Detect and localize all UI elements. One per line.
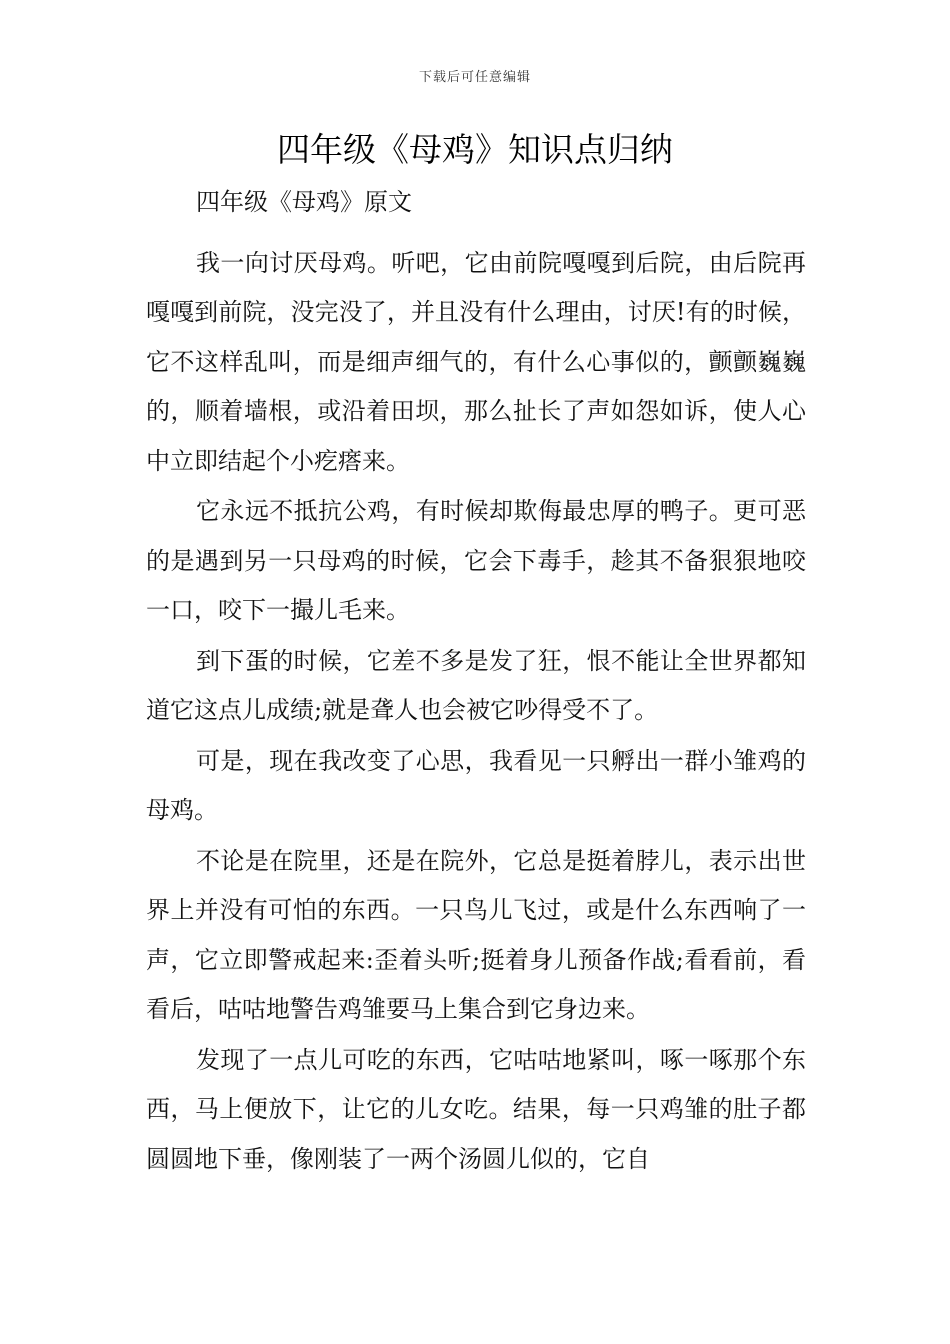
paragraph-6: 发现了一点儿可吃的东西，它咕咕地紧叫，啄一啄那个东西，马上便放下，让它的儿女吃。结果，每一只鸡雏的肚子都圆圆地下垂，像刚装了一两个汤圆儿似的，它自: [146, 1045, 806, 1173]
paragraph-1: 我一向讨厌母鸡。听吧，它由前院嘎嘎到后院，由后院再嘎嘎到前院，没完没了，并且没有什么理由，讨厌!有的时候，它不这样乱叫，而是细声细气的，有什么心事似的，颤颤巍巍的，顺着墙根，或沿着田坝，那么扯长了声如怨如诉，使人心中立即结起个小疙瘩来。: [146, 248, 806, 475]
section-subtitle: 四年级《母鸡》原文: [196, 188, 412, 216]
paragraph-5: 不论是在院里，还是在院外，它总是挺着脖儿，表示出世界上并没有可怕的东西。一只鸟儿飞过，或是什么东西响了一声，它立即警戒起来:歪着头听;挺着身儿预备作战;看看前，看看后，咕咕地警告鸡雏要马上集合到它身边来。: [146, 846, 806, 1023]
document-title: 四年级《母鸡》知识点归纳: [277, 130, 673, 169]
paragraph-3: 到下蛋的时候，它差不多是发了狂，恨不能让全世界都知道它这点儿成绩;就是聋人也会被它吵得受不了。: [146, 646, 806, 724]
header-note: 下载后可任意编辑: [418, 70, 531, 85]
document-body: [146, 178, 806, 1184]
paragraph-4: 可是，现在我改变了心思，我看见一只孵出一群小雏鸡的母鸡。: [146, 746, 806, 824]
paragraph-2: 它永远不抵抗公鸡，有时候却欺侮最忠厚的鸭子。更可恶的是遇到另一只母鸡的时候，它会下毒手，趁其不备狠狠地咬一口，咬下一撮儿毛来。: [146, 497, 806, 624]
